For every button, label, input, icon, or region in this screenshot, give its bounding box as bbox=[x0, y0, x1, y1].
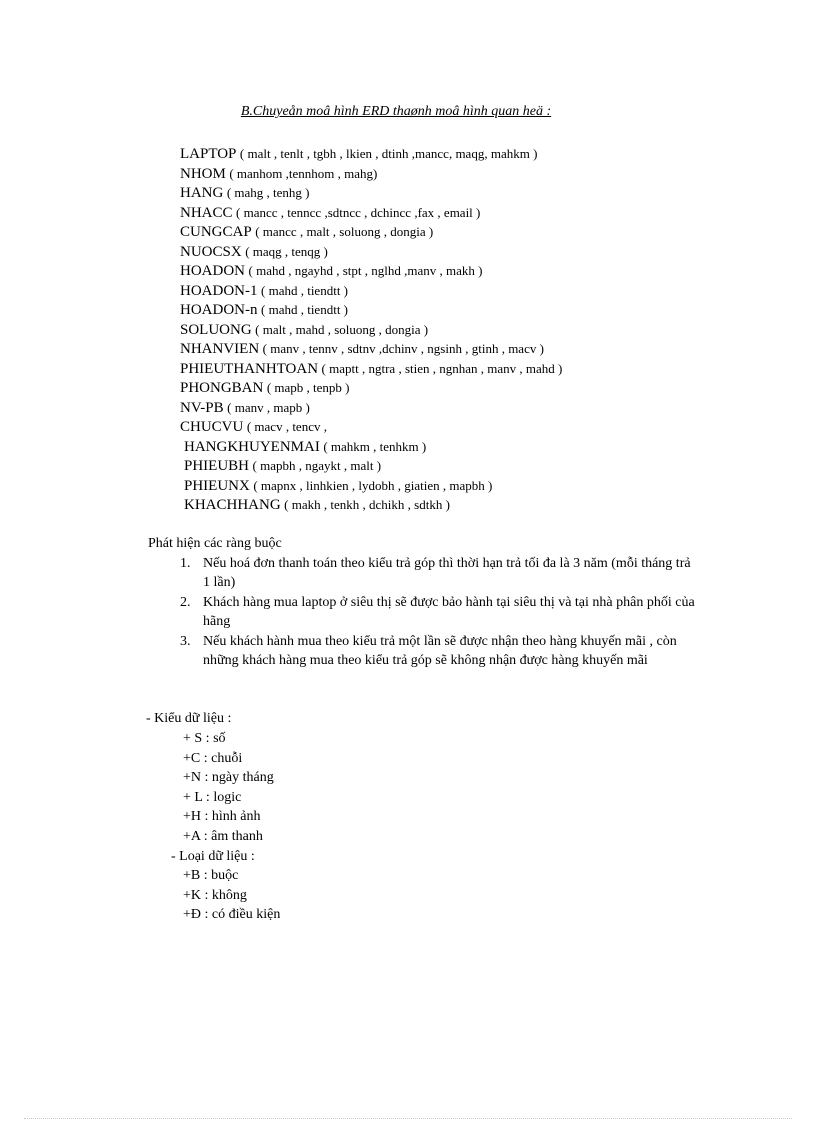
entity-name: HOADON-n bbox=[180, 302, 258, 318]
entity-name: KHACHHANG bbox=[184, 497, 281, 513]
data-kind-item: +K : không bbox=[183, 887, 247, 903]
entity-attributes: ( mapb , tenpb ) bbox=[266, 380, 350, 395]
constraint-number: 1. bbox=[180, 556, 191, 571]
entity-name: PHIEUTHANHTOAN bbox=[180, 360, 319, 377]
entity-attributes: ( mancc , tenncc ,sdtncc , dchincc ,fax , email ) bbox=[236, 204, 481, 220]
data-type-item: +H : hình ảnh bbox=[183, 809, 261, 825]
constraint-item bbox=[180, 632, 700, 671]
entity-attributes: ( mahd , ngayhd , stpt , nglhd ,manv , makh ) bbox=[248, 263, 483, 278]
constraint-item bbox=[180, 593, 700, 632]
entity-name: HOADON bbox=[180, 263, 245, 279]
entity-name: PHIEUNX bbox=[184, 477, 250, 494]
entity-attributes: ( mancc , malt , soluong , dongia ) bbox=[255, 224, 434, 239]
schema-row bbox=[180, 339, 562, 359]
schema-row bbox=[180, 378, 562, 398]
data-types-heading: - Kiểu dữ liệu : bbox=[146, 711, 232, 726]
relation-schema-list bbox=[180, 144, 562, 515]
schema-row bbox=[180, 261, 562, 281]
schema-row bbox=[180, 144, 562, 164]
entity-attributes: ( mapbh , ngaykt , malt ) bbox=[252, 458, 382, 473]
entity-attributes: ( mahkm , tenhkm ) bbox=[323, 438, 427, 454]
schema-row bbox=[180, 300, 562, 320]
entity-name: NUOCSX bbox=[180, 243, 242, 260]
entity-attributes: ( mahd , tiendtt ) bbox=[261, 302, 349, 317]
entity-name: NHANVIEN bbox=[180, 341, 260, 357]
entity-attributes: ( maqg , tenqg ) bbox=[245, 243, 328, 259]
entity-attributes: ( macv , tencv , bbox=[246, 419, 327, 434]
constraint-item bbox=[180, 554, 700, 593]
constraint-text: Nếu khách hành mua theo kiểu trả một lần sẽ được nhận theo hàng khuyến mãi , còn những khách hàng mua theo kiểu trả góp sẽ không nhận được hàng khuyến mãi bbox=[203, 634, 677, 669]
schema-row bbox=[180, 222, 562, 242]
constraints-list bbox=[180, 554, 700, 671]
constraint-number: 3. bbox=[180, 634, 191, 650]
page-bottom-divider bbox=[24, 1118, 792, 1119]
schema-row bbox=[180, 495, 562, 515]
page-title bbox=[0, 104, 816, 120]
schema-row bbox=[180, 320, 562, 340]
entity-name: HANGKHUYENMAI bbox=[184, 438, 320, 455]
entity-name: LAPTOP bbox=[180, 146, 237, 162]
entity-attributes: ( mapnx , linhkien , lydobh , giatien , mapbh ) bbox=[253, 477, 493, 493]
schema-row bbox=[180, 164, 562, 184]
entity-attributes: ( maptt , ngtra , stien , ngnhan , manv , mahd ) bbox=[321, 360, 563, 376]
schema-row bbox=[180, 281, 562, 301]
entity-name: SOLUONG bbox=[180, 321, 252, 338]
data-type-item: +N : ngày tháng bbox=[183, 770, 274, 786]
entity-attributes: ( makh , tenkh , dchikh , sdtkh ) bbox=[284, 497, 450, 512]
schema-row bbox=[180, 476, 562, 496]
data-kind-item: +B : buộc bbox=[183, 868, 239, 883]
schema-row bbox=[180, 398, 562, 418]
data-types-list bbox=[183, 729, 274, 847]
entity-name: PHONGBAN bbox=[180, 380, 264, 396]
entity-name: CUNGCAP bbox=[180, 224, 252, 240]
entity-attributes: ( malt , mahd , soluong , dongia ) bbox=[255, 321, 429, 337]
data-kinds-list bbox=[183, 866, 280, 925]
entity-name: HOADON-1 bbox=[180, 282, 258, 299]
constraint-text: Khách hàng mua laptop ở siêu thị sẽ được bảo hành tại siêu thị và tại nhà phân phối của hãng bbox=[203, 595, 695, 630]
page-title-text: B.Chuyeån moâ hình ERD thaønh moâ hình quan heä : bbox=[240, 104, 552, 119]
data-type-item: + S : số bbox=[183, 731, 226, 746]
entity-attributes: ( mahd , tiendtt ) bbox=[261, 282, 349, 298]
entity-name: NHOM bbox=[180, 165, 226, 182]
entity-name: NHACC bbox=[180, 204, 233, 221]
schema-row bbox=[180, 183, 562, 203]
entity-name: HANG bbox=[180, 185, 224, 201]
data-kind-item: +Đ : có điều kiện bbox=[183, 907, 281, 923]
data-kinds-heading: - Loại dữ liệu : bbox=[171, 849, 255, 864]
entity-attributes: ( malt , tenlt , tgbh , lkien , dtinh ,mancc, maqg, mahkm ) bbox=[239, 146, 538, 161]
constraint-number: 2. bbox=[180, 595, 191, 611]
data-type-item: +C : chuỗi bbox=[183, 750, 243, 766]
schema-row bbox=[180, 242, 562, 262]
data-type-item: +A : âm thanh bbox=[183, 828, 263, 844]
schema-row bbox=[180, 456, 562, 476]
entity-attributes: ( manhom ,tennhom , mahg) bbox=[229, 165, 378, 181]
constraints-heading: Phát hiện các ràng buộc bbox=[148, 536, 282, 551]
constraint-text: Nếu hoá đơn thanh toán theo kiểu trả góp thì thời hạn trả tối đa là 3 năm (mỗi tháng trả 1 lần) bbox=[203, 556, 691, 591]
schema-row bbox=[180, 359, 562, 379]
data-type-item: + L : logic bbox=[183, 789, 242, 805]
entity-name: NV-PB bbox=[180, 399, 224, 416]
schema-row bbox=[180, 437, 562, 457]
entity-attributes: ( manv , mapb ) bbox=[227, 399, 310, 415]
schema-row bbox=[180, 417, 562, 437]
entity-name: PHIEUBH bbox=[184, 458, 250, 474]
schema-row bbox=[180, 203, 562, 223]
entity-attributes: ( manv , tennv , sdtnv ,dchinv , ngsinh , gtinh , macv ) bbox=[262, 341, 544, 356]
entity-attributes: ( mahg , tenhg ) bbox=[226, 185, 310, 200]
entity-name: CHUCVU bbox=[180, 419, 244, 435]
